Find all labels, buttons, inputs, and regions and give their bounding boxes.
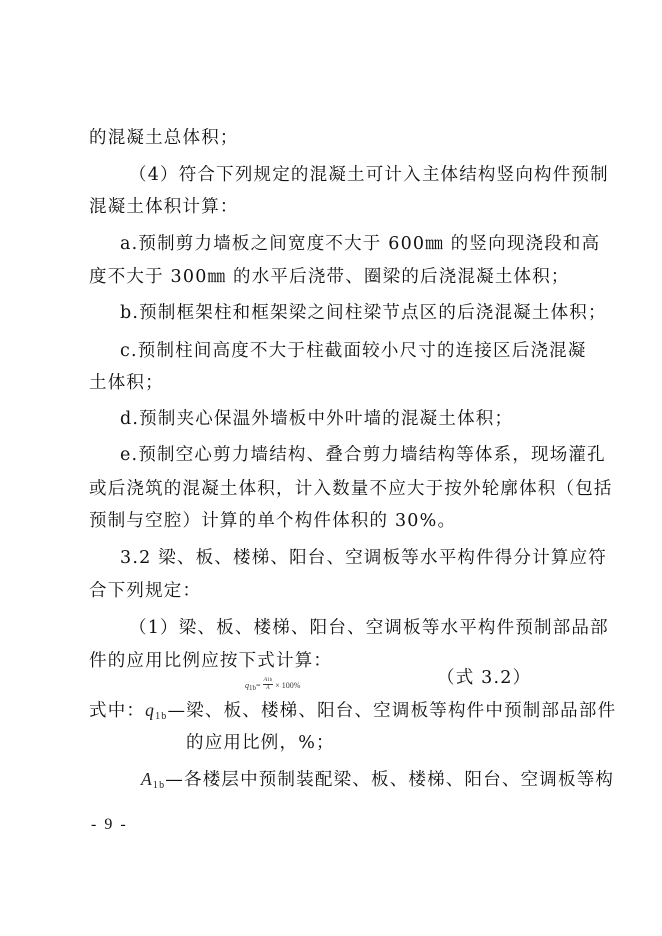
definition-q-cont: 的应用比例，%； [186,733,335,753]
symbol-q: q [145,700,156,720]
body-line: 件的应用比例应按下式计算： [89,651,333,671]
body-line: d.预制夹心保温外墙板中外叶墙的混凝土体积； [120,409,514,429]
formula-q-sub: 1b [249,684,256,692]
body-line: 度不大于 300㎜ 的水平后浇带、圈梁的后浇混凝土体积； [89,267,570,287]
formula-rest: × 100% [275,681,301,690]
body-line: c.预制柱间高度不大于柱截面较小尺寸的连接区后浇混凝 [120,341,587,361]
page-number: - 9 - [91,816,128,833]
formula-q: q [245,681,249,690]
body-line: e.预制空心剪力墙结构、叠合剪力墙结构等体系，现场灌孔 [120,445,606,465]
body-line: 的混凝土总体积； [89,128,239,148]
formula-numerator: A1b [263,676,273,683]
formula-3-2 [245,675,300,693]
body-line: 土体积； [89,373,164,393]
formula-eq: = [256,681,261,690]
body-line: b.预制框架柱和框架梁之间柱梁节点区的后浇混凝土体积； [120,303,607,323]
definition-prefix: 式中： [89,701,146,721]
formula-denominator: A [266,684,270,691]
symbol-a: A [141,769,153,789]
body-line: （4）符合下列规定的混凝土可计入主体结构竖向构件预制 [129,165,609,185]
formula-label: （式 3.2） [437,668,532,688]
body-line: 合下列规定： [89,581,202,601]
definition-a-text: —各楼层中预制装配梁、板、楼梯、阳台、空调板等构 [165,770,615,790]
body-line: 3.2 梁、板、楼梯、阳台、空调板等水平构件得分计算应符 [120,548,607,568]
definition-a [141,767,614,798]
body-line: a.预制剪力墙板之间宽度不大于 600㎜ 的竖向现浇段和高 [120,234,601,254]
body-line: 预制与空腔）计算的单个构件体积的 30%。 [89,511,457,531]
formula-fraction [263,677,274,692]
symbol-a-sub: 1b [152,780,166,791]
symbol-q-sub: 1b [155,711,168,722]
definition-q [89,698,616,729]
body-line: 或后浇筑的混凝土体积，计入数量不应大于按外轮廓体积（包括 [89,479,613,499]
body-line: 混凝土体积计算： [89,197,239,217]
body-line: （1）梁、板、楼梯、阳台、空调板等水平构件预制部品部 [129,618,609,638]
definition-q-text: —梁、板、楼梯、阳台、空调板等构件中预制部品部件 [167,701,617,721]
